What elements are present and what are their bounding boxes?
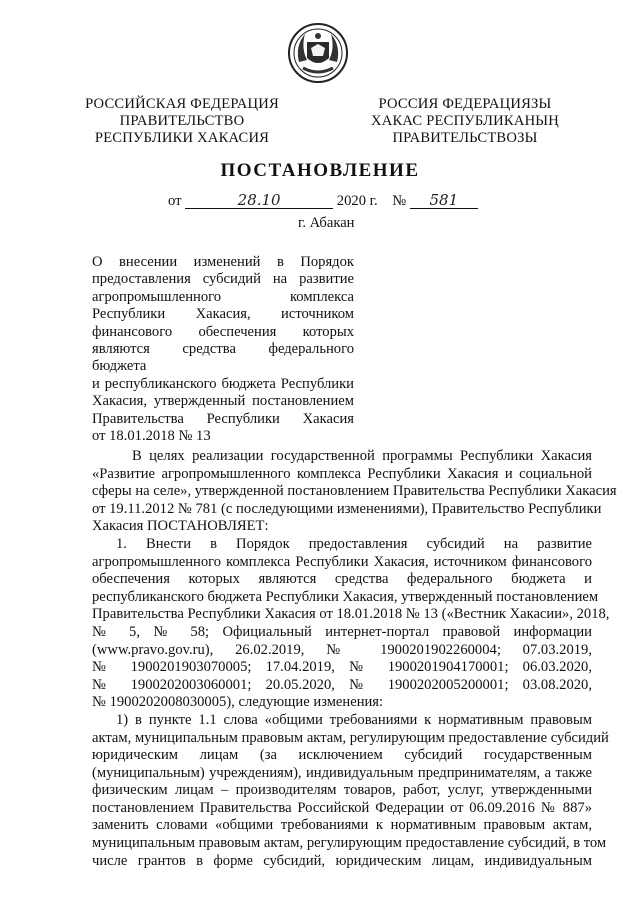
body-line: Хакасия ПОСТАНОВЛЯЕТ:: [92, 518, 269, 535]
subject-line: Правительства Республики Хакасия: [92, 410, 354, 427]
header-right-line: ПРАВИТЕЛЬСТВОЗЫ: [392, 130, 538, 146]
date-line: [168, 193, 478, 210]
body-line: муниципальным правовым актам, регулирующим предоставление субсидий, в том: [92, 835, 607, 852]
header-right-line: ХАКАС РЕСПУБЛИКАНЫҢ: [371, 113, 559, 129]
header-left-line: РЕСПУБЛИКИ ХАКАСИЯ: [94, 130, 270, 146]
date-year: 2020 г.: [336, 193, 378, 209]
body-line: 1) в пункте 1.1 слова «общими требованиями к нормативным правовым: [116, 711, 592, 728]
body-line: № 5, № 58; Официальный интернет-портал правовой информации: [92, 623, 592, 640]
city: г. Абакан: [298, 215, 355, 231]
document-title: ПОСТАНОВЛЕНИЕ: [220, 160, 420, 181]
subject-line: и республиканского бюджета Республики: [92, 375, 354, 392]
body-line: актам, муниципальным правовым актам, регулирующим предоставление субсидий: [92, 729, 609, 746]
body-line: юридическим лицам (за исключением субсидий государственным: [92, 747, 592, 764]
body-line: (www.pravo.gov.ru), 26.02.2019, № 1900201902260004; 07.03.2019,: [92, 641, 592, 658]
body-line: № 1900202003060001; 20.05.2020, № 1900202005200001; 03.08.2020,: [92, 676, 592, 693]
date-prefix: от: [168, 193, 182, 209]
subject-line: агропромышленного комплекса: [92, 288, 354, 305]
header-right-line: РОССИЯ ФЕДЕРАЦИЯЗЫ: [378, 96, 552, 112]
subject-line: являются средства федерального бюджета: [92, 341, 354, 375]
coat-of-arms-icon: [287, 22, 349, 84]
header-left-line: РОССИЙСКАЯ ФЕДЕРАЦИЯ: [85, 96, 279, 112]
header-left: [72, 96, 292, 147]
body-line: сферы на селе», утвержденной постановлением Правительства Республики Хакасия: [92, 483, 617, 500]
body-line: агропромышленного комплекса Республики Хакасия, источником финансового: [92, 553, 592, 570]
subject-line: О внесении изменений в Порядок: [92, 254, 354, 270]
body-line: физическим лицам – производителям товаров, работ, услуг, утвержденными: [92, 782, 592, 799]
body-line: заменить словами «общими требованиями к нормативным правовым актам,: [92, 817, 592, 834]
body-line: «Развитие агропромышленного комплекса Республики Хакасия и социальной: [92, 465, 592, 482]
body-line: (муниципальным) учреждениям), индивидуальным предпринимателям, а также: [92, 764, 592, 781]
body-line: постановлением Правительства Российской Федерации от 06.09.2016 № 887»: [92, 799, 592, 816]
subject-line: финансового обеспечения которых: [92, 323, 354, 340]
header-right: [350, 96, 580, 147]
body-line: республиканского бюджета Республики Хакасия, утвержденный постановлением: [92, 588, 599, 605]
body-line: 1. Внести в Порядок предоставления субсидий на развитие: [116, 535, 592, 552]
body-line: числе грантов в форме субсидий, юридическим лицам, индивидуальным: [92, 852, 592, 869]
header-left-line: ПРАВИТЕЛЬСТВО: [119, 113, 245, 129]
date-handwritten: 28.10: [185, 193, 333, 209]
body-line: Правительства Республики Хакасия от 18.01.2018 № 13 («Вестник Хакасии», 2018,: [92, 606, 610, 623]
subject-block: [92, 254, 354, 445]
body-text: [92, 448, 617, 870]
body-line: обеспечения которых являются средства федерального бюджета и: [92, 571, 592, 588]
body-line: от 19.11.2012 № 781 (с последующими изменениями), Правительство Республики: [92, 500, 602, 517]
subject-line: от 18.01.2018 № 13: [92, 428, 211, 445]
number-sign: №: [392, 193, 407, 209]
body-line: В целях реализации государственной программы Республики Хакасия: [132, 448, 592, 464]
body-line: № 1900201903070005; 17.04.2019, № 1900201904170001; 06.03.2020,: [92, 659, 592, 676]
body-line: № 1900202008030005), следующие изменения:: [92, 694, 384, 711]
subject-line: Республики Хакасия, источником: [92, 306, 354, 323]
subject-line: предоставления субсидий на развитие: [92, 271, 354, 288]
subject-line: Хакасия, утвержденный постановлением: [92, 393, 354, 410]
number-handwritten: 581: [410, 193, 478, 209]
